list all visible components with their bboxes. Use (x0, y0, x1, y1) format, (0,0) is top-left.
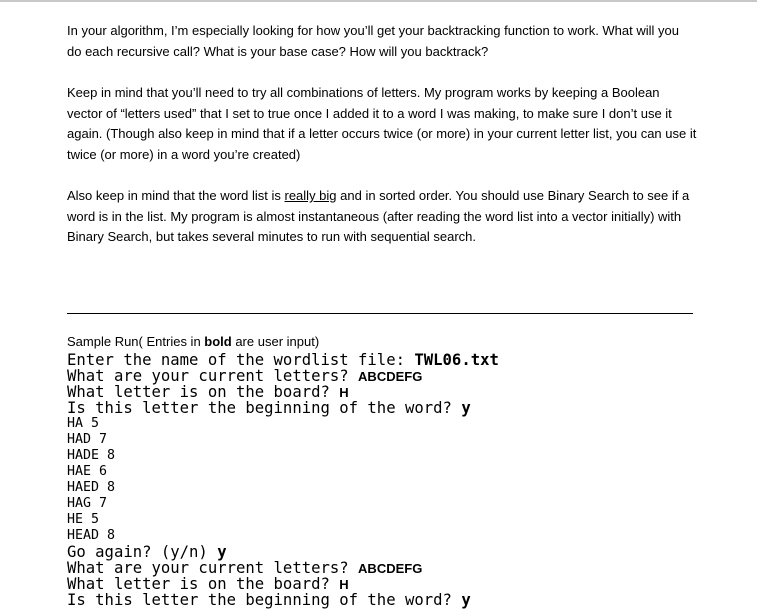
console-prompt: What letter is on the board? (67, 383, 340, 401)
sample-run-title-start: Sample Run( Entries in (67, 334, 205, 349)
console-user-input: y (217, 543, 227, 561)
paragraph-algorithm: In your algorithm, I’m especially looking for how you’ll get your backtracking function to work. What will you do each recursive call? What is your base case? How will you backtrack? (67, 23, 679, 59)
console-user-input: ABCDEFG (358, 369, 423, 384)
console-prompt: HADE 8 (67, 448, 116, 463)
console-prompt: HEAD 8 (67, 528, 116, 543)
console-line (67, 528, 697, 544)
sample-run-console (67, 352, 697, 608)
console-prompt: What are your current letters? (67, 367, 359, 385)
console-line (67, 592, 697, 608)
console-line (67, 512, 697, 528)
paragraph-binary-search-start: Also keep in mind that the word list is (67, 188, 285, 203)
console-line (67, 384, 697, 400)
console-prompt: HAG 7 (67, 496, 108, 511)
console-prompt: HAD 7 (67, 432, 108, 447)
console-prompt: HAE 6 (67, 464, 108, 479)
underlined-really-big: really big (284, 188, 337, 203)
console-prompt: Is this letter the beginning of the word? (67, 591, 462, 609)
console-prompt: Is this letter the beginning of the word? (67, 399, 462, 417)
console-prompt: Enter the name of the wordlist file: (67, 351, 415, 369)
sample-run-title (67, 334, 319, 350)
console-prompt: HA 5 (67, 416, 100, 431)
console-line (67, 400, 697, 416)
console-line (67, 480, 697, 496)
console-prompt: HAED 8 (67, 480, 116, 495)
paragraph-binary-search (67, 186, 697, 248)
console-prompt: What letter is on the board? (67, 575, 340, 593)
console-user-input: y (461, 591, 471, 609)
console-user-input: TWL06.txt (414, 351, 499, 369)
horizontal-rule (67, 313, 693, 314)
console-line (67, 368, 697, 384)
console-line (67, 576, 697, 592)
console-prompt: Go again? (y/n) (67, 543, 218, 561)
console-user-input: H (339, 577, 349, 592)
paragraph-combinations: Keep in mind that you’ll need to try all combinations of letters. My program works by keeping a Boolean vector of “letters used” that I set to true once I added it to a word I was making, to make sure I don’t use it again. (Though also keep in mind that if a letter occurs twice (or more) in your current letter list, you can use it twice (or more) in a word you’re created) (67, 85, 697, 162)
top-border (0, 0, 757, 2)
sample-run-title-end: are user input) (231, 334, 320, 349)
console-prompt: HE 5 (67, 512, 100, 527)
console-line (67, 560, 697, 576)
sample-run-title-bold: bold (204, 334, 232, 349)
console-prompt: What are your current letters? (67, 559, 359, 577)
paragraph-binary-search-end: and in sorted order. You should use Binary Search to see if a word is in the list. My program is almost instantaneous (after reading the word list into a vector initially) with Binary Search, but takes several minutes to run with sequential search. (67, 188, 690, 245)
console-line (67, 432, 697, 448)
console-user-input: H (339, 385, 349, 400)
console-line (67, 352, 697, 368)
console-line (67, 544, 697, 560)
console-user-input: y (461, 399, 471, 417)
console-line (67, 448, 697, 464)
console-line (67, 496, 697, 512)
console-line (67, 464, 697, 480)
console-user-input: ABCDEFG (358, 561, 423, 576)
console-line (67, 416, 697, 432)
